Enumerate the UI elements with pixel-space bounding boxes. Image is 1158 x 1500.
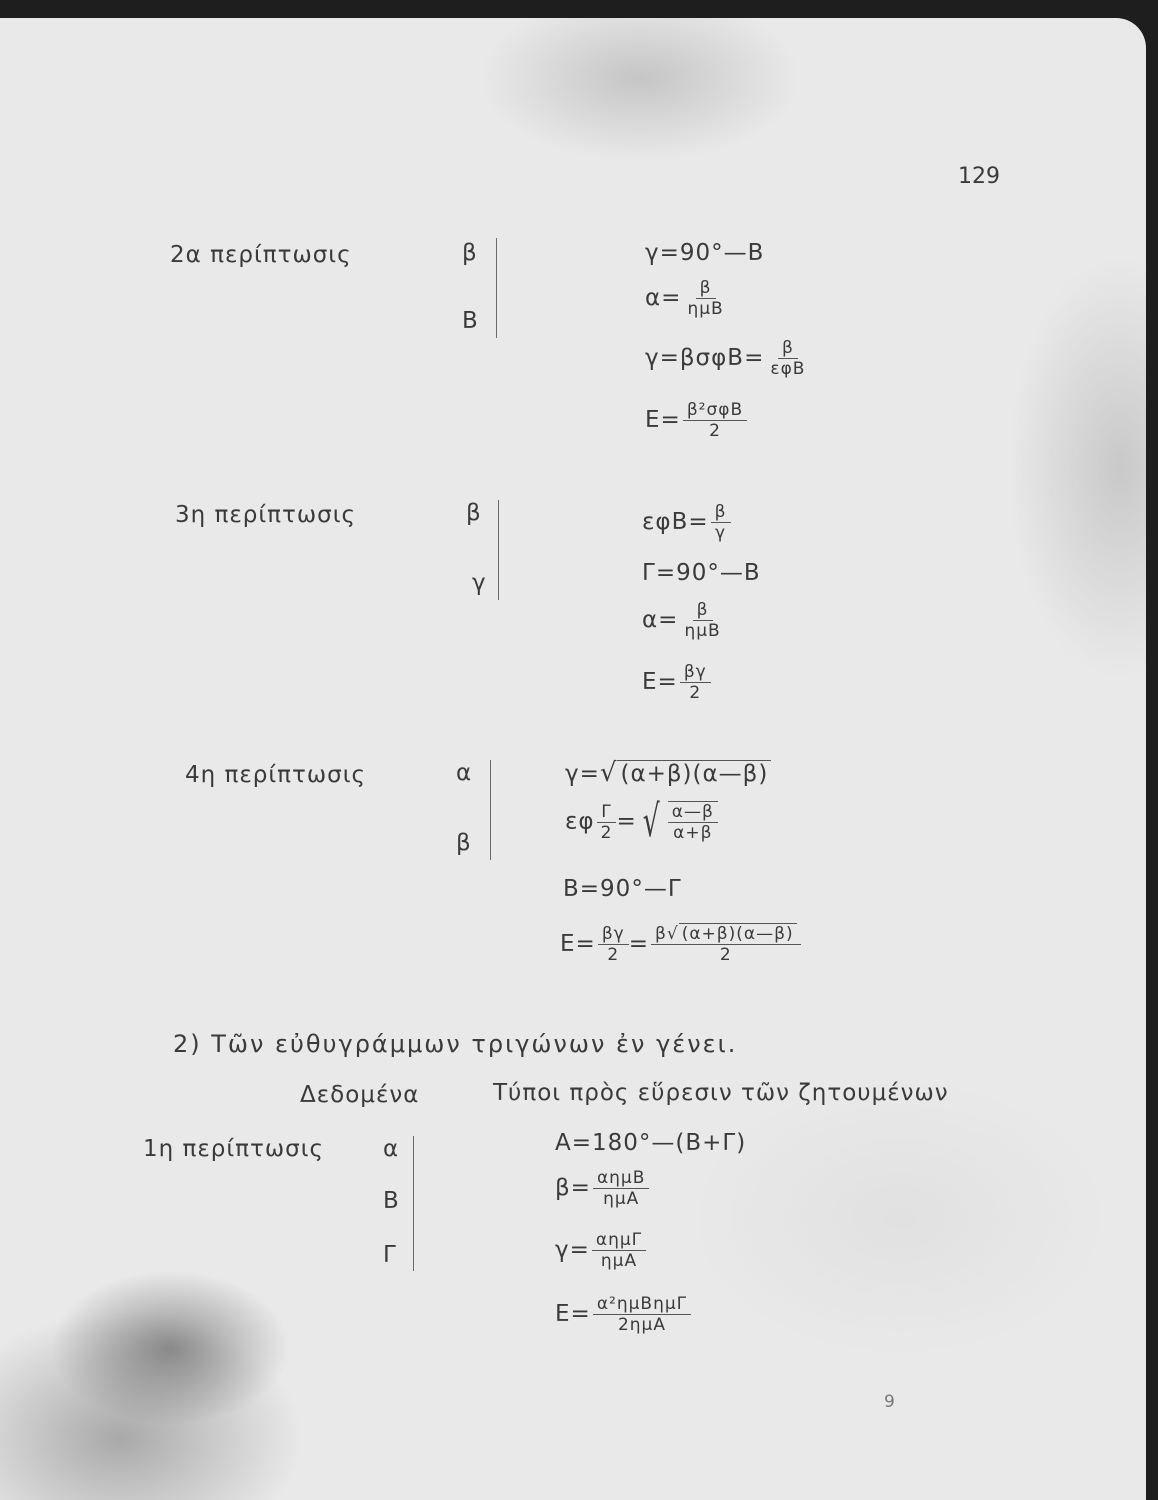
general-case-1-formula-1: Α=180°—(Β+Γ) <box>555 1130 747 1156</box>
case-2a-formula-2: α= $\frac{\beta}{\text{ημΒ}}$ <box>645 278 724 319</box>
case-3-given-1: β <box>466 500 482 526</box>
general-case-1-formula-3: γ= $\frac{\text{αημΓ}}{\text{ημΑ}}$ <box>555 1230 646 1271</box>
case-2a-given-1: β <box>462 240 478 266</box>
case-2a-formula-3: γ=βσφΒ= $\frac{\beta}{\text{εφΒ}}$ <box>645 338 806 379</box>
case-3-formula-4: Ε= $\frac{\beta\gamma}{2}$ <box>642 662 711 703</box>
general-case-1-given-1: α <box>383 1136 400 1162</box>
case-3-given-2: γ <box>472 570 487 596</box>
case-3-formula-3: α= $\frac{\beta}{\text{ημΒ}}$ <box>642 600 721 641</box>
case-2a-given-2: Β <box>462 308 479 334</box>
case-4-divider <box>490 760 491 860</box>
case-2a-label: 2α περίπτωσις <box>170 242 352 268</box>
case-2a-formula-4: Ε= $\frac{\text{β²σφΒ}}{2}$ <box>645 400 747 441</box>
case-2a-formula-1: γ=90°—Β <box>645 240 765 266</box>
case-3-formula-1: εφΒ= $\frac{\beta}{\gamma}$ <box>642 502 731 543</box>
column-header-given: Δεδομένα <box>300 1082 420 1108</box>
general-case-1-formula-4: Ε= $\frac{\text{α²ημΒημΓ}}{\text{2ημΑ}}$ <box>555 1294 691 1335</box>
case-4-formula-1: γ=√ (α+β)(α—β) <box>565 758 771 788</box>
column-header-formulas: Τύποι πρὸς εὕρεσιν τῶν ζητουμένων <box>493 1080 949 1106</box>
case-4-formula-4: Ε= $\frac{\beta\gamma}{2}$ = $\frac{\beta√ (\alpha+\beta)(\alpha—\beta)}{2}$ <box>560 924 801 965</box>
case-3-formula-2: Γ=90°—Β <box>642 560 761 586</box>
book-page <box>0 18 1146 1500</box>
case-3-label: 3η περίπτωσις <box>175 502 356 528</box>
case-4-given-2: β <box>456 830 472 856</box>
case-2a-divider <box>496 238 497 338</box>
page-number: 129 <box>958 164 1000 189</box>
section-2-heading: 2) Τῶν εὐθυγράμμων τριγώνων ἐν γένει. <box>173 1030 738 1058</box>
sqrt-sign-large: √ <box>642 796 660 847</box>
case-3-divider <box>498 500 499 600</box>
case-4-formula-2: εφ $\frac{\Gamma}{2}$ = √ $\frac{\alpha—\beta}{\alpha+\beta}$ <box>565 800 718 844</box>
case-4-given-1: α <box>456 760 473 786</box>
general-case-1-label: 1η περίπτωσις <box>143 1136 324 1162</box>
general-case-1-formula-2: β= $\frac{\text{αημΒ}}{\text{ημΑ}}$ <box>555 1168 649 1209</box>
general-case-1-given-3: Γ <box>383 1242 397 1268</box>
sqrt-sign: √ <box>599 758 618 788</box>
general-case-1-divider <box>413 1136 414 1271</box>
footer-signature-mark: 9 <box>884 1392 896 1412</box>
general-case-1-given-2: Β <box>383 1188 400 1214</box>
case-4-formula-3: Β=90°—Γ <box>563 876 682 902</box>
case-4-label: 4η περίπτωσις <box>185 762 366 788</box>
